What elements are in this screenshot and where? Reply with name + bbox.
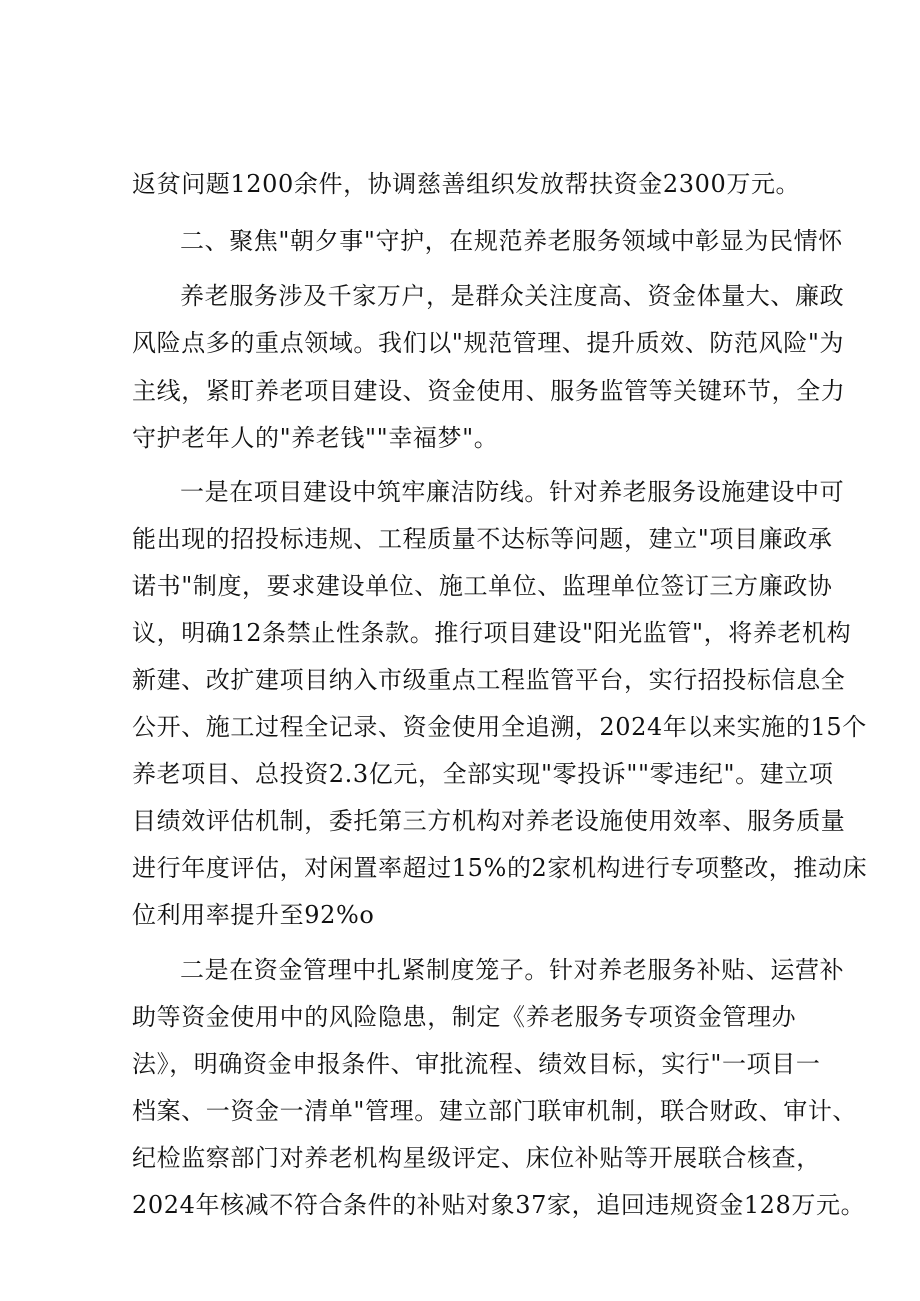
paragraph-line: 档案、一资金一清单"管理。建立部门联审机制，联合财政、审计、 [132, 1097, 858, 1125]
paragraph-line: 养老项目、总投资2.3亿元，全部实现"零投诉""零违纪"。建立项 [132, 760, 834, 788]
paragraph-line: 2024年核减不符合条件的补贴对象37家，追回违规资金128万元。 [132, 1191, 866, 1219]
paragraph-line: 能出现的招投标违规、工程质量不达标等问题，建立"项目廉政承 [132, 525, 833, 553]
paragraph-line: 目绩效评估机制，委托第三方机构对养老设施使用效率、服务质量 [132, 807, 846, 835]
paragraph-line: 议，明确12条禁止性条款。推行项目建设"阳光监管"，将养老机构 [132, 619, 852, 647]
paragraph-line: 位利用率提升至92%o [132, 901, 375, 929]
paragraph-line: 返贫问题1200余件，协调慈善组织发放帮扶资金2300万元。 [132, 170, 801, 198]
paragraph-line: 风险点多的重点领域。我们以"规范管理、提升质效、防范风险"为 [132, 329, 845, 357]
paragraph-line: 二是在资金管理中扎紧制度笼子。针对养老服务补贴、运营补 [180, 956, 845, 984]
paragraph-line: 进行年度评估，对闲置率超过15%的2家机构进行专项整改，推动床 [132, 854, 868, 882]
paragraph-line: 法》，明确资金申报条件、审批流程、绩效目标，实行"一项目一 [132, 1050, 821, 1078]
paragraph-line: 主线，紧盯养老项目建设、资金使用、服务监管等关键环节，全力 [132, 377, 846, 405]
paragraph-line: 助等资金使用中的风险隐患，制定《养老服务专项资金管理办 [132, 1003, 797, 1031]
paragraph-line: 公开、施工过程全记录、资金使用全追溯，2024年以来实施的15个 [132, 713, 867, 741]
paragraph-line: 养老服务涉及千家万户，是群众关注度高、资金体量大、廉政 [180, 282, 845, 310]
paragraph-line: 纪检监察部门对养老机构星级评定、床位补贴等开展联合核查， [132, 1144, 821, 1172]
section-heading: 二、聚焦"朝夕事"守护，在规范养老服务领域中彰显为民情怀 [180, 227, 843, 255]
paragraph-line: 一是在项目建设中筑牢廉洁防线。针对养老服务设施建设中可 [180, 478, 845, 506]
paragraph-line: 诺书"制度，要求建设单位、施工单位、监理单位签订三方廉政协 [132, 572, 833, 600]
paragraph-line: 新建、改扩建项目纳入市级重点工程监管平台，实行招投标信息全 [132, 666, 846, 694]
paragraph-line: 守护老年人的"养老钱""幸福梦"。 [132, 424, 499, 452]
